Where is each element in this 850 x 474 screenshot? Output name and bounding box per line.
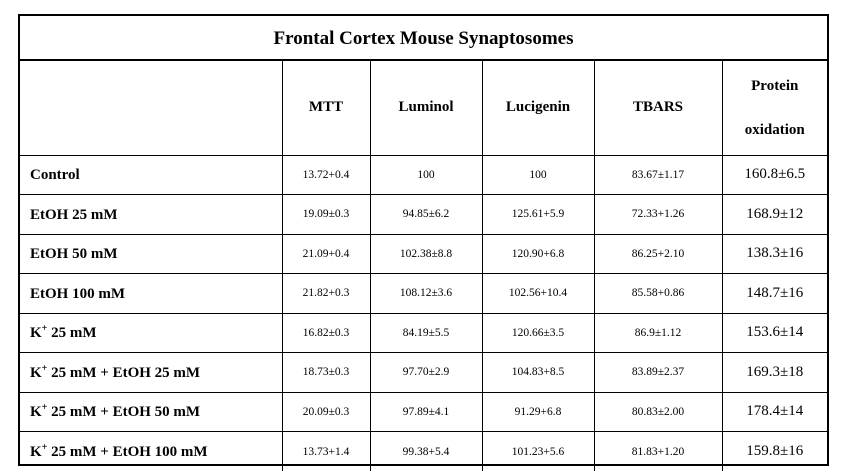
- cell-tbars: 83.67±1.17: [594, 155, 722, 195]
- table-row: [20, 392, 827, 432]
- row-label: K+ 25 mM: [20, 313, 282, 353]
- header-row: [20, 61, 827, 155]
- cell-tbars: 86.9±1.12: [594, 313, 722, 353]
- cell-mtt: 21.82+0.3: [282, 274, 370, 314]
- cell-mtt: 16.82±0.3: [282, 313, 370, 353]
- header-protein-line2: oxidation: [744, 121, 805, 138]
- cell-mtt: 20.09±0.3: [282, 392, 370, 432]
- header-lucigenin: Lucigenin: [482, 61, 594, 155]
- cell-tbars: 86.25+2.10: [594, 234, 722, 274]
- row-label: K+ 25 mM + EtOH 100 mM: [20, 432, 282, 472]
- row-label: EtOH 25 mM: [20, 195, 282, 235]
- cell-mtt: 19.09±0.3: [282, 195, 370, 235]
- cell-mtt: 13.73+1.4: [282, 432, 370, 472]
- table-row: [20, 313, 827, 353]
- cell-tbars: 81.83+1.20: [594, 432, 722, 472]
- cell-protein: 169.3±18: [722, 353, 827, 393]
- row-label: EtOH 100 mM: [20, 274, 282, 314]
- table-row: [20, 432, 827, 472]
- cell-lucigenin: 120.66±3.5: [482, 313, 594, 353]
- cell-protein: 148.7±16: [722, 274, 827, 314]
- table-row: [20, 155, 827, 195]
- cell-tbars: 85.58+0.86: [594, 274, 722, 314]
- header-luminol: Luminol: [370, 61, 482, 155]
- table-row: [20, 274, 827, 314]
- cell-luminol: 97.70±2.9: [370, 353, 482, 393]
- row-label: Control: [20, 155, 282, 195]
- table-row: [20, 353, 827, 393]
- cell-luminol: 108.12±3.6: [370, 274, 482, 314]
- cell-luminol: 97.89±4.1: [370, 392, 482, 432]
- header-mtt: MTT: [282, 61, 370, 155]
- row-label: EtOH 50 mM: [20, 234, 282, 274]
- header-tbars: TBARS: [594, 61, 722, 155]
- data-table: [20, 61, 827, 471]
- cell-luminol: 94.85±6.2: [370, 195, 482, 235]
- row-label: K+ 25 mM + EtOH 25 mM: [20, 353, 282, 393]
- cell-protein: 178.4±14: [722, 392, 827, 432]
- cell-protein: 160.8±6.5: [722, 155, 827, 195]
- cell-luminol: 100: [370, 155, 482, 195]
- table-row: [20, 234, 827, 274]
- cell-luminol: 84.19±5.5: [370, 313, 482, 353]
- cell-mtt: 21.09+0.4: [282, 234, 370, 274]
- row-label: K+ 25 mM + EtOH 50 mM: [20, 392, 282, 432]
- cell-lucigenin: 101.23+5.6: [482, 432, 594, 472]
- cell-lucigenin: 91.29+6.8: [482, 392, 594, 432]
- cell-protein: 153.6±14: [722, 313, 827, 353]
- table-row: [20, 195, 827, 235]
- cell-luminol: 99.38+5.4: [370, 432, 482, 472]
- cell-lucigenin: 100: [482, 155, 594, 195]
- cell-lucigenin: 120.90+6.8: [482, 234, 594, 274]
- header-blank: [20, 61, 282, 155]
- header-protein-oxidation: [722, 61, 827, 155]
- table-frame: [18, 14, 829, 466]
- cell-lucigenin: 125.61+5.9: [482, 195, 594, 235]
- cell-mtt: 18.73±0.3: [282, 353, 370, 393]
- cell-protein: 159.8±16: [722, 432, 827, 472]
- cell-tbars: 72.33+1.26: [594, 195, 722, 235]
- header-protein-line1: Protein: [751, 77, 799, 94]
- cell-mtt: 13.72+0.4: [282, 155, 370, 195]
- cell-luminol: 102.38±8.8: [370, 234, 482, 274]
- cell-tbars: 83.89±2.37: [594, 353, 722, 393]
- cell-protein: 138.3±16: [722, 234, 827, 274]
- cell-tbars: 80.83±2.00: [594, 392, 722, 432]
- cell-protein: 168.9±12: [722, 195, 827, 235]
- cell-lucigenin: 104.83+8.5: [482, 353, 594, 393]
- cell-lucigenin: 102.56+10.4: [482, 274, 594, 314]
- table-title: Frontal Cortex Mouse Synaptosomes: [20, 16, 827, 61]
